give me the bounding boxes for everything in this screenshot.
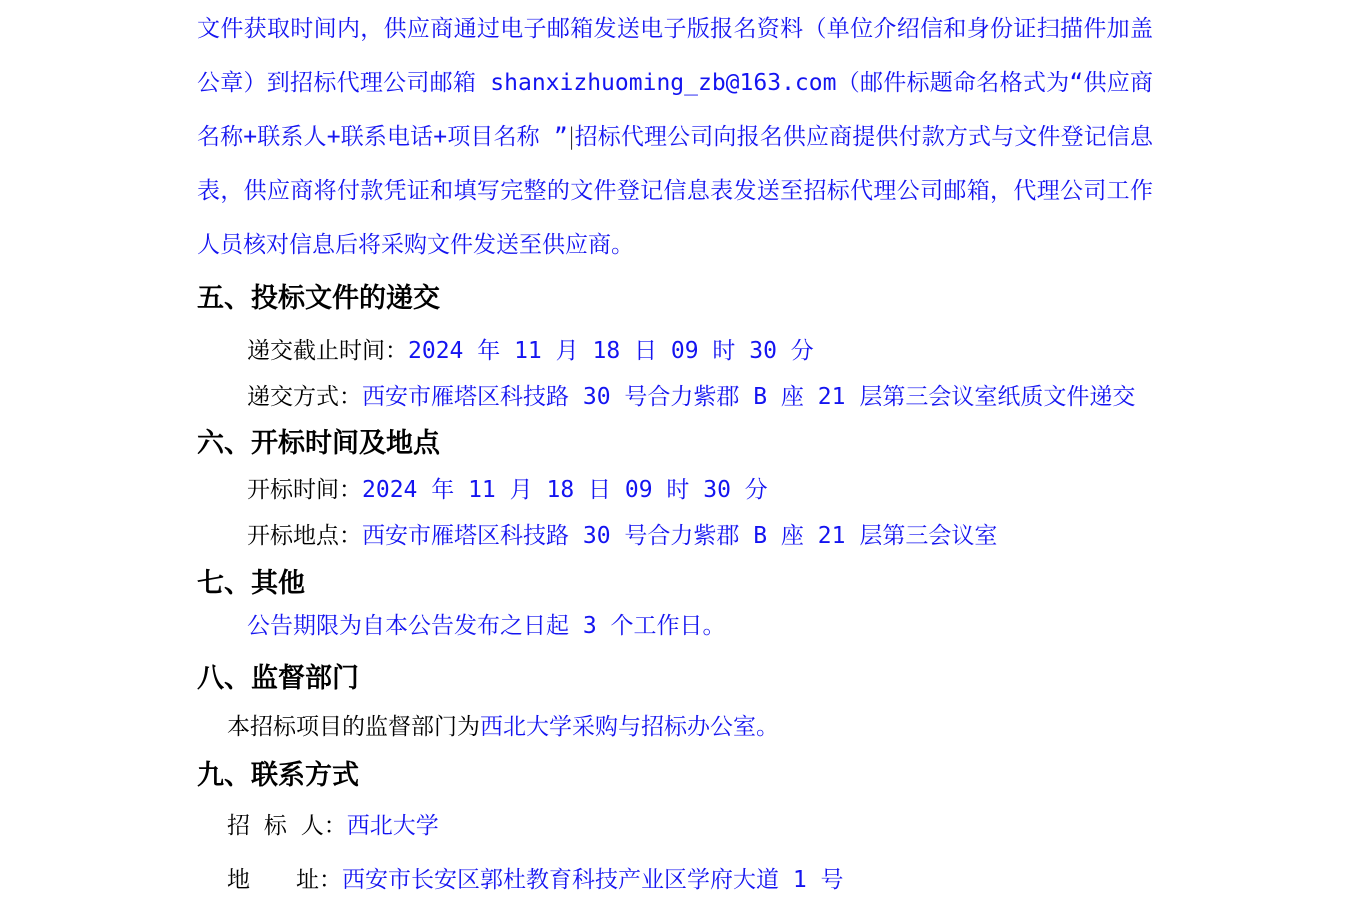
submission-deadline-value: 2024 年 11 月 18 日 09 时 30 分 <box>408 338 814 364</box>
opening-time-label: 开标时间： <box>247 477 362 503</box>
submission-method-label: 递交方式： <box>247 384 362 410</box>
announcement-period-text: 公告期限为自本公告发布之日起 3 个工作日。 <box>247 613 726 639</box>
opening-time-value: 2024 年 11 月 18 日 09 时 30 分 <box>362 477 768 503</box>
announcement-period-row <box>247 611 726 641</box>
supervision-text-blue: 西北大学采购与招标办公室。 <box>480 714 779 740</box>
section-heading-supervision: 八、监督部门 <box>197 663 359 693</box>
supervision-row <box>227 712 779 742</box>
submission-method-value: 西安市雁塔区科技路 30 号合力紫郡 B 座 21 层第三会议室纸质文件递交 <box>362 384 1136 410</box>
bidder-label: 招 标 人： <box>227 813 347 839</box>
bidder-value: 西北大学 <box>346 813 439 839</box>
opening-place-row <box>247 521 997 551</box>
section-heading-opening: 六、开标时间及地点 <box>197 428 440 458</box>
submission-method-row <box>247 382 1135 412</box>
opening-place-value: 西安市雁塔区科技路 30 号合力紫郡 B 座 21 层第三会议室 <box>362 523 998 549</box>
section-heading-submission: 五、投标文件的递交 <box>197 283 440 313</box>
section-heading-other: 七、其他 <box>197 568 305 598</box>
opening-place-label: 开标地点： <box>247 523 362 549</box>
intro-paragraph <box>197 2 1153 272</box>
supervision-text-black: 本招标项目的监督部门为 <box>227 714 480 740</box>
bidder-row <box>227 811 439 841</box>
intro-text-after-cursor: 招标代理公司向报名供应商提供付款方式与文件登记信息表，供应商将付款凭证和填写完整的文件登记信息表发送至招标代理公司邮箱，代理公司工作人员核对信息后将采购文件发送至供应商。 <box>197 124 1153 258</box>
intro-text-before-cursor: 文件获取时间内，供应商通过电子邮箱发送电子版报名资料（单位介绍信和身份证扫描件加盖公章）到招标代理公司邮箱 shanxizhuoming_zb@163.com（邮件标题命名格式为“供应商名称+联系人+联系电话+项目名称 ” <box>197 16 1153 150</box>
submission-deadline-row <box>247 336 814 366</box>
address-row <box>227 865 844 895</box>
address-value: 西安市长安区郭杜教育科技产业区学府大道 1 号 <box>342 867 844 893</box>
submission-deadline-label: 递交截止时间： <box>247 338 408 364</box>
opening-time-row <box>247 475 768 505</box>
text-cursor: | <box>567 124 575 150</box>
section-heading-contact: 九、联系方式 <box>197 760 359 790</box>
address-label: 地 址： <box>227 867 342 893</box>
